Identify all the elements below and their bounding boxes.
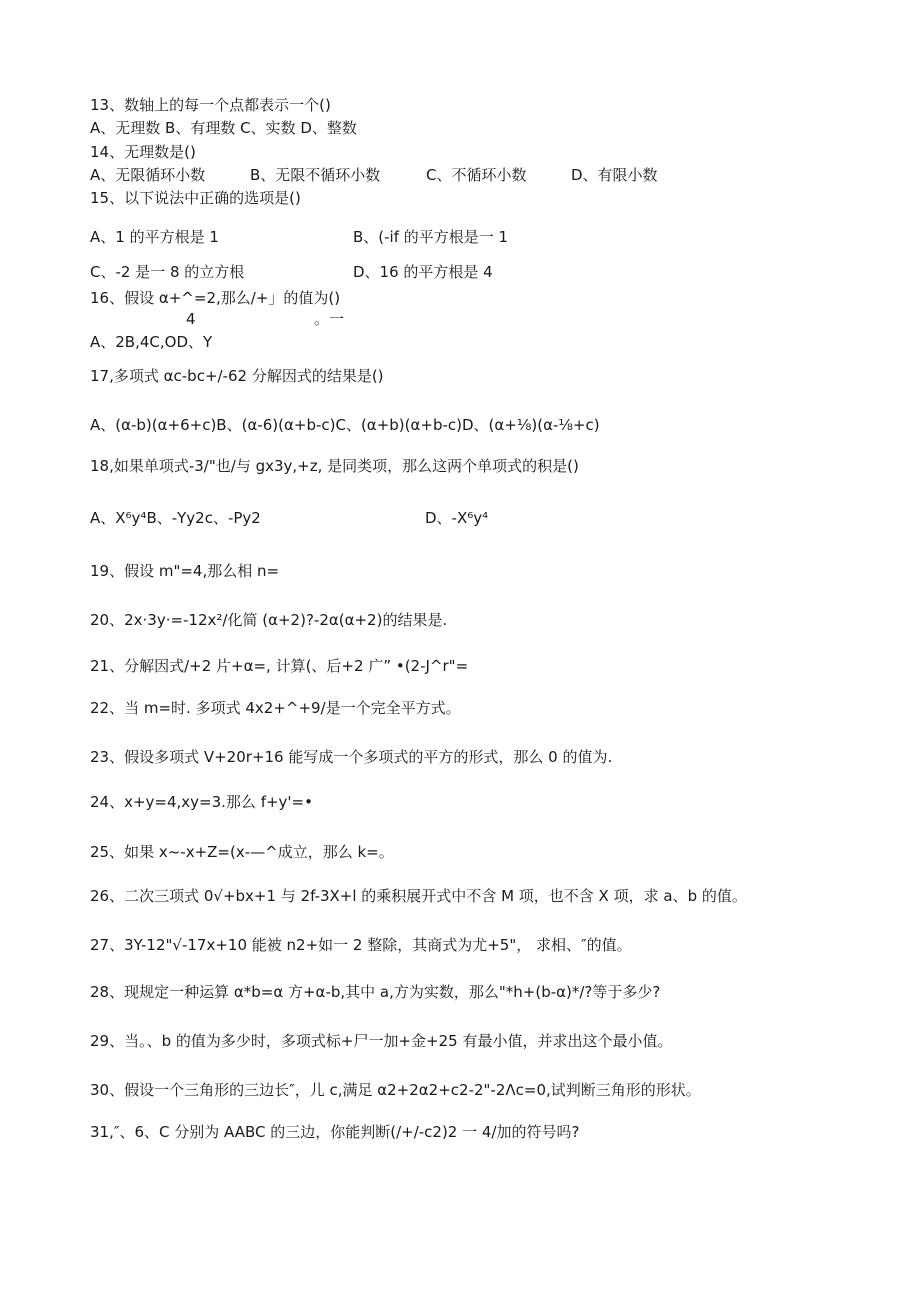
q13-options: A、无理数 B、有理数 C、实数 D、整数	[90, 119, 357, 137]
q20: 20、2x·3y·=-12x²/化简 (α+2)?-2α(α+2)的结果是.	[90, 611, 448, 629]
q22: 22、当 m=时. 多项式 4x2+^+9/是一个完全平方式。	[90, 699, 461, 717]
q30: 30、假设一个三角形的三边长″，儿 c,满足 α2+2α2+c2-2"-2Λc=0,试判断三角形的形状。	[90, 1081, 701, 1099]
q15-option-d: D、16 的平方根是 4	[353, 263, 493, 281]
q23: 23、假设多项式 V+20r+16 能写成一个多项式的平方的形式，那么 0 的值为.	[90, 748, 613, 766]
q18-option-d: D、-X⁶y⁴	[425, 509, 489, 527]
q16-fragment-4: 4	[186, 310, 196, 328]
q16-options: A、2B,4C,OD、Y	[90, 333, 213, 351]
q26: 26、二次三项式 0√+bx+1 与 2f-3X+l 的乘积展开式中不含 M 项，也不含 X 项，求 a、b 的值。	[90, 887, 747, 905]
q31: 31,″、6、C 分别为 AABC 的三边，你能判断(/+/-c2)2 一 4/加的符号吗?	[90, 1123, 580, 1141]
q24: 24、x+y=4,xy=3.那么 f+y'=•	[90, 793, 313, 811]
q14-stem: 14、无理数是()	[90, 143, 196, 161]
q14-option-d: D、有限小数	[571, 166, 658, 184]
q19: 19、假设 m"=4,那么相 n=	[90, 562, 280, 580]
q17-stem: 17,多项式 αc-bc+/-62 分解因式的结果是()	[90, 367, 384, 385]
q29: 29、当。、b 的值为多少时，多项式标+尸一加+金+25 有最小值，并求出这个最小值。	[90, 1032, 673, 1050]
q14-option-a: A、无限循环小数	[90, 166, 206, 184]
q21: 21、分解因式/+2 片+α=, 计算(、后+2 广” •(2-J^r"=	[90, 657, 469, 675]
q15-option-c: C、-2 是一 8 的立方根	[90, 263, 245, 281]
q15-stem: 15、以下说法中正确的选项是()	[90, 189, 301, 207]
q16-stem: 16、假设 α+^=2,那么/+」的值为()	[90, 289, 341, 307]
q15-option-b: B、(-if 的平方根是一 1	[353, 228, 509, 246]
q18-stem: 18,如果单项式-3/"也/与 gx3y,+z, 是同类项，那么这两个单项式的积是()	[90, 457, 579, 475]
q14-option-b: B、无限不循环小数	[250, 166, 381, 184]
q17-options: A、(α-b)(α+6+c)B、(α-6)(α+b-c)C、(α+b)(α+b-c)D、(α+⅛)(α-⅛+c)	[90, 416, 600, 434]
q25: 25、如果 x~-x+Z=(x-—^成立，那么 k=。	[90, 843, 394, 861]
q14-option-c: C、不循环小数	[426, 166, 527, 184]
q16-fragment: 。一	[314, 310, 345, 328]
q15-option-a: A、1 的平方根是 1	[90, 228, 219, 246]
q13-stem: 13、数轴上的每一个点都表示一个()	[90, 96, 331, 114]
q27: 27、3Y-12"√-17x+10 能被 n2+如一 2 整除，其商式为尤+5"， 求相、″的值。	[90, 936, 632, 954]
q18-options-abc: A、X⁶y⁴B、-Yy2c、-Py2	[90, 509, 261, 527]
q28: 28、现规定一种运算 α*b=α 方+α-b,其中 a,方为实数，那么"*h+(b-α)*/?等于多少?	[90, 983, 661, 1001]
